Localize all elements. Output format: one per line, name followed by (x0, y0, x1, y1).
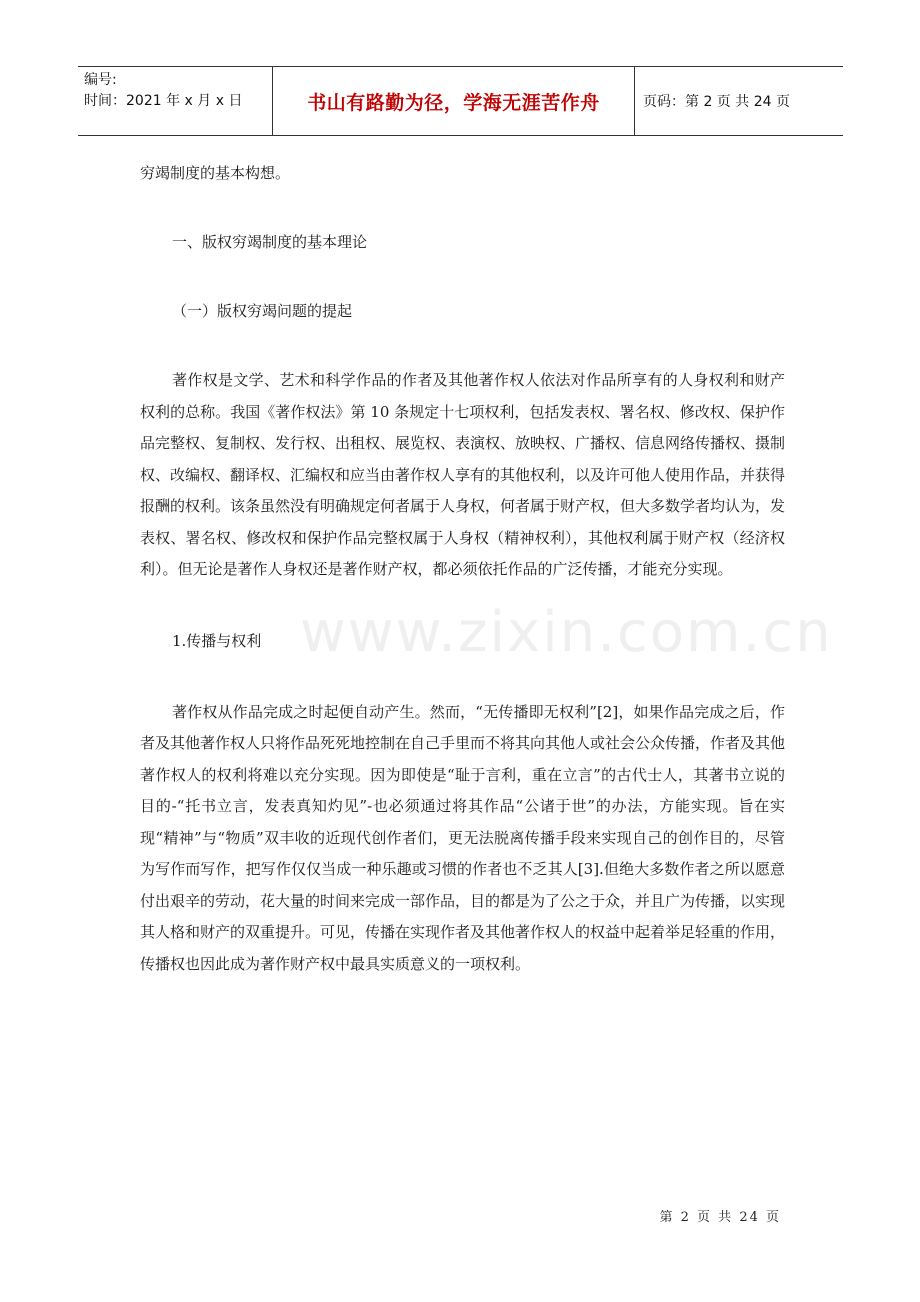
paragraph-2: 著作权从作品完成之时起便自动产生。然而，“无传播即无权利”[2]，如果作品完成之后，作者及其他著作权人只将作品死死地控制在自己手里而不将其向其他人或社会公众传播，作者及其他著作权人的权利将难以充分实现。因为即使是“耻于言利，重在立言”的古代士人，其著书立说的目的-“托书立言，发表真知灼见”-也必须通过将其作品“公诸于世”的办法，方能实现。旨在实现“精神”与“物质”双丰收的近现代创作者们，更无法脱离传播手段来实现自己的创作目的，尽管为写作而写作，把写作仅仅当成一种乐趣或习惯的作者也不乏其人[3].但绝大多数作者之所以愿意付出艰辛的劳动，花大量的时间来完成一部作品，目的都是为了公之于众，并且广为传播，以实现其人格和财产的双重提升。可见，传播在实现作者及其他著作权人的权益中起着举足轻重的作用，传播权也因此成为著作财产权中最具实质意义的一项权利。 (140, 702, 786, 973)
section-heading: 一、版权穷竭制度的基本理论 (172, 233, 368, 251)
header-meta (78, 67, 273, 135)
header-page-label: 页码：第 2 页 共 24 页 (643, 94, 790, 110)
header-motto: 书山有路勤为径，学海无涯苦作舟 (307, 91, 600, 114)
subsection-heading: （一）版权穷竭问题的提起 (172, 302, 353, 320)
document-body (140, 158, 785, 980)
page-header (78, 66, 843, 136)
header-time-label: 时间：2021 年 x 月 x 日 (84, 93, 243, 109)
page-footer: 第 2 页 共 24 页 (659, 1210, 781, 1225)
lead-line: 穷竭制度的基本构想。 (140, 164, 291, 182)
header-page-cell (635, 67, 843, 135)
watermark: www.zixin.com.cn (300, 600, 833, 665)
item-heading: 1.传播与权利 (172, 631, 262, 650)
paragraph-1: 著作权是文学、艺术和科学作品的作者及其他著作权人依法对作品所享有的人身权利和财产权利的总称。我国《著作权法》第 10 条规定十七项权利，包括发表权、署名权、修改权、保护作品完整权、复制权、发行权、出租权、展览权、表演权、放映权、广播权、信息网络传播权、摄制权、改编权、翻译权、汇编权和应当由著作权人享有的其他权利，以及许可他人使用作品，并获得报酬的权利。该条虽然没有明确规定何者属于人身权，何者属于财产权，但大多数学者均认为，发表权、署名权、修改权和保护作品完整权属于人身权（精神权利），其他权利属于财产权（经济权利）。但无论是著作人身权还是著作财产权，都必须依托作品的广泛传播，才能充分实现。 (140, 371, 786, 578)
header-motto-cell (273, 67, 635, 135)
header-id-label: 编号: (84, 72, 117, 88)
